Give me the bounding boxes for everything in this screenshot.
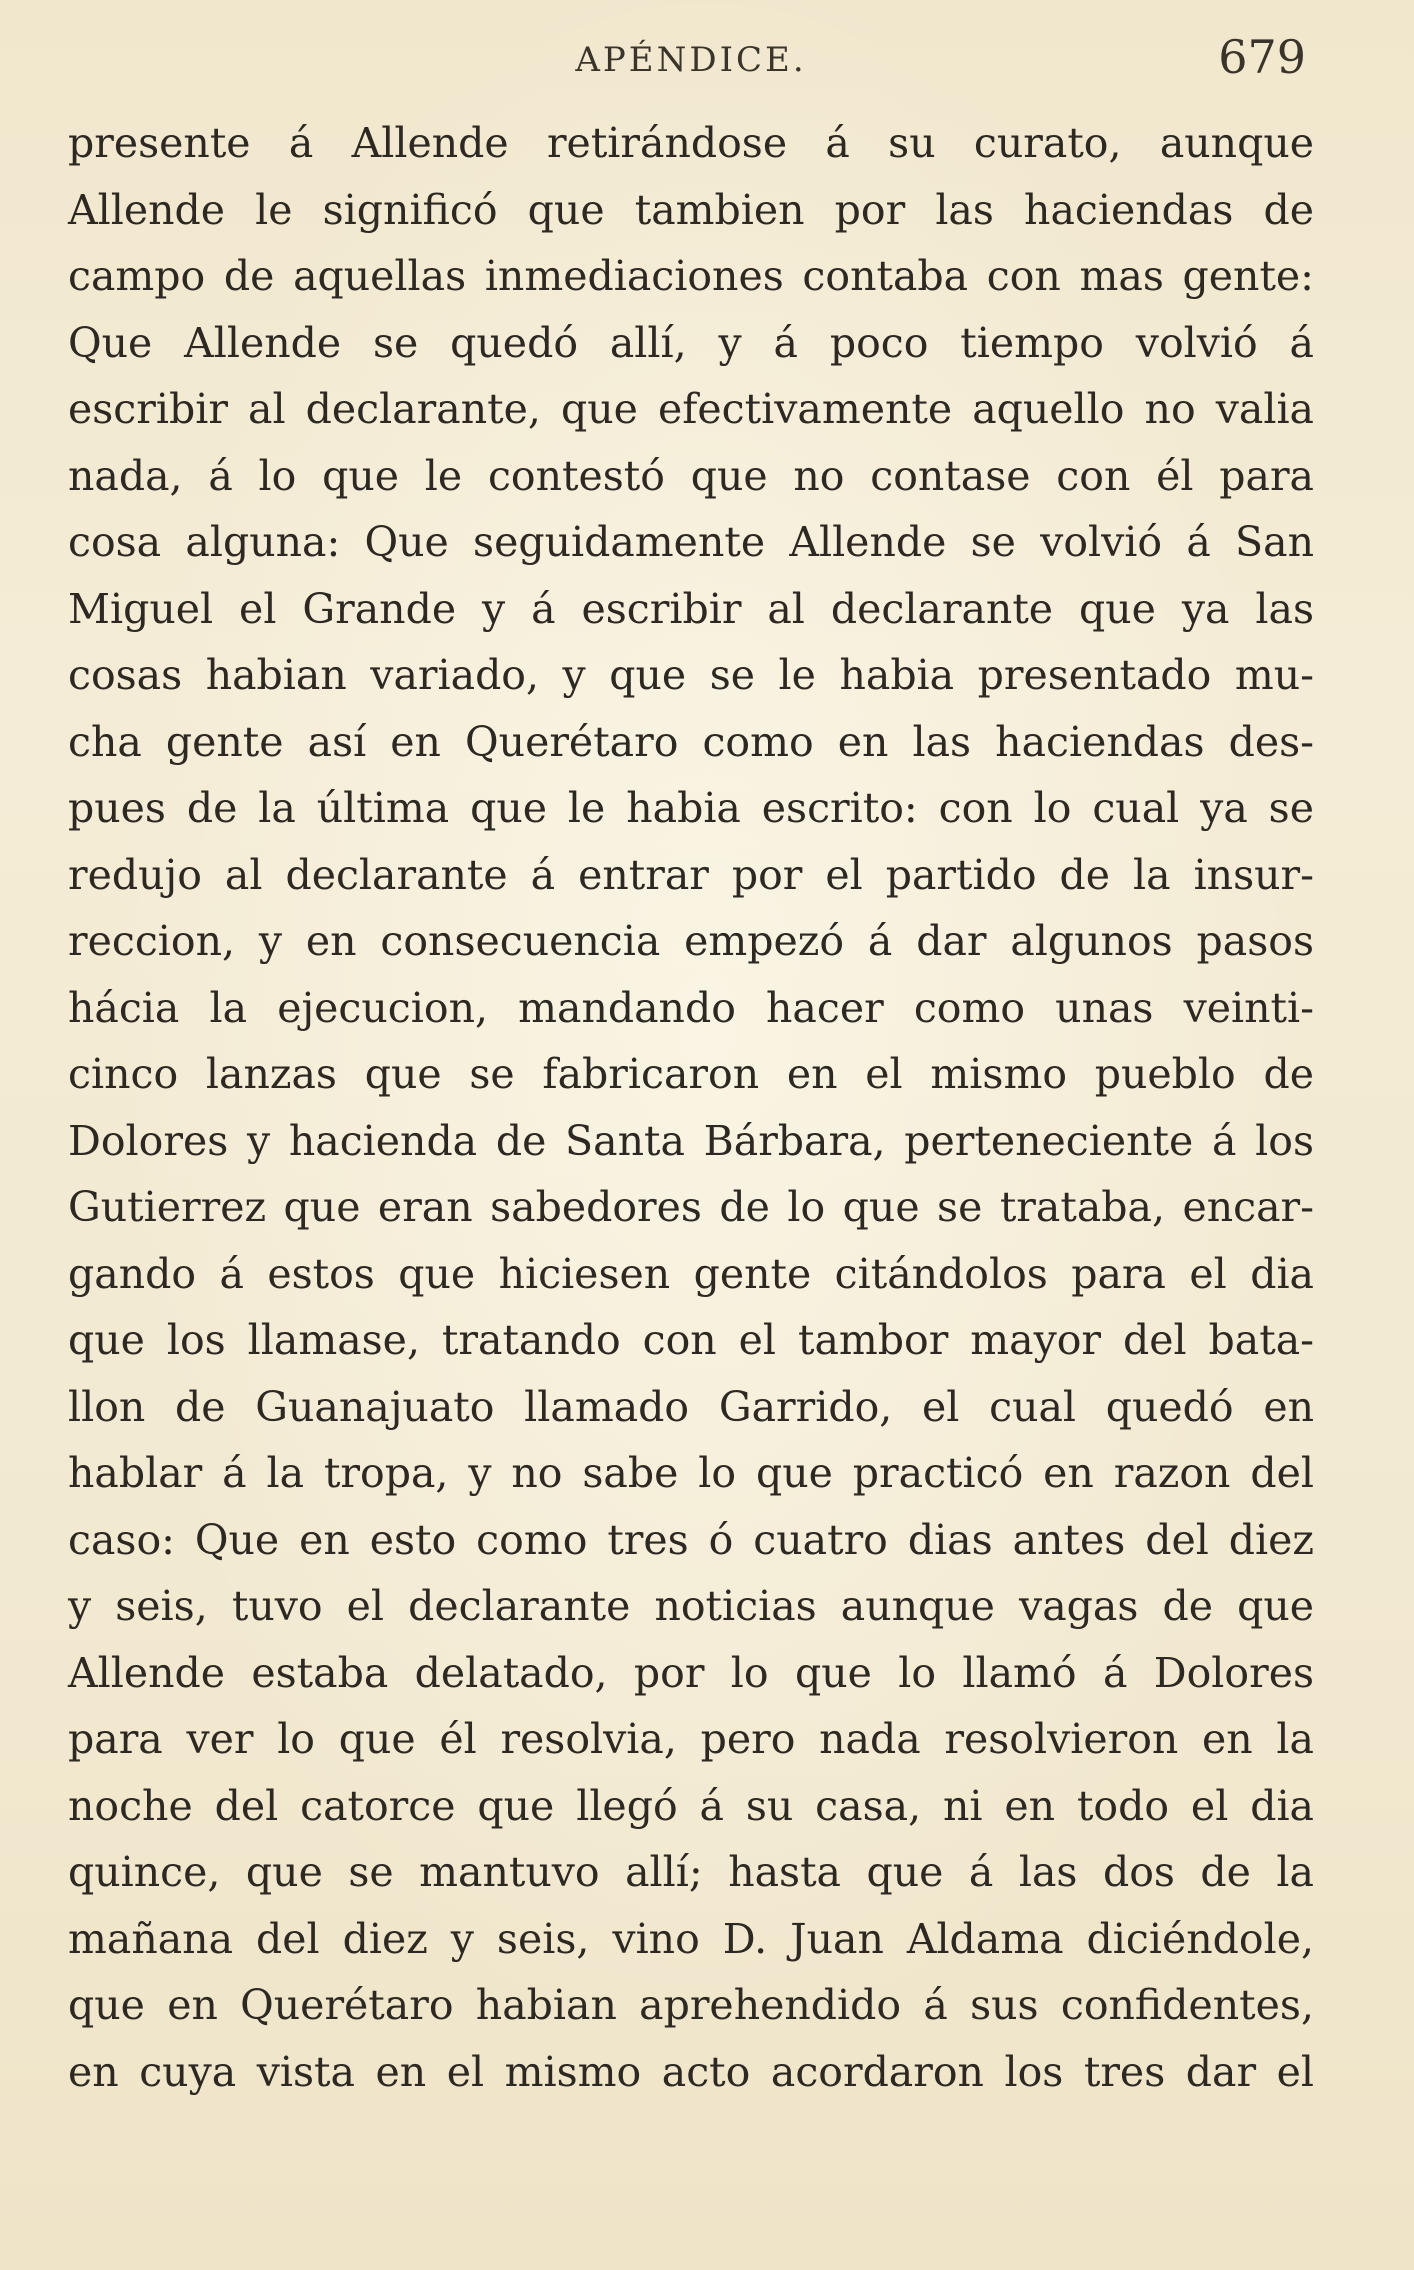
text-line: cosa alguna: Que seguidamente Allende se volvió á San	[68, 518, 1314, 566]
text-line: llon de Guanajuato llamado Garrido, el cual quedó en	[68, 1382, 1314, 1431]
text-line: Miguel el Grande y á escribir al declarante que ya las	[68, 584, 1314, 633]
text-line: Allende le significó que tambien por las haciendas de	[68, 185, 1314, 234]
text-line: y seis, tuvo el declarante noticias aunque vagas de que	[68, 1582, 1314, 1630]
text-line: nada, á lo que le contestó que no contase con él para	[68, 451, 1314, 500]
text-line: quince, que se mantuvo allí; hasta que á las dos de la	[68, 1848, 1314, 1896]
text-line: mañana del diez y seis, vino D. Juan Aldama diciéndole,	[68, 1914, 1314, 1963]
text-line: presente á Allende retirándose á su curato, aunque	[68, 119, 1314, 167]
running-head: APÉNDICE.	[575, 40, 807, 80]
text-line: Dolores y hacienda de Santa Bárbara, perteneciente á los	[68, 1116, 1314, 1165]
text-line: pues de la última que le habia escrito: con lo cual ya se	[68, 784, 1314, 832]
text-line: Gutierrez que eran sabedores de lo que se trataba, encar-	[68, 1183, 1314, 1231]
body-text	[68, 110, 1314, 2105]
text-line: en cuya vista en el mismo acto acordaron los tres dar el	[68, 2047, 1314, 2096]
text-line: cosas habian variado, y que se le habia presentado mu-	[68, 651, 1314, 699]
text-line: campo de aquellas inmediaciones contaba con mas gente:	[68, 252, 1314, 300]
text-line: Que Allende se quedó allí, y á poco tiempo volvió á	[68, 318, 1314, 367]
text-line: caso: Que en esto como tres ó cuatro dias antes del diez	[68, 1515, 1314, 1564]
text-line: que los llamase, tratando con el tambor mayor del bata-	[68, 1316, 1314, 1364]
text-line: para ver lo que él resolvia, pero nada resolvieron en la	[68, 1715, 1314, 1763]
text-line: redujo al declarante á entrar por el partido de la insur-	[68, 850, 1314, 899]
page-number: 679	[1218, 30, 1306, 84]
text-line: hácia la ejecucion, mandando hacer como unas veinti-	[68, 983, 1314, 1032]
text-line: reccion, y en consecuencia empezó á dar algunos pasos	[68, 917, 1314, 965]
text-line: cha gente así en Querétaro como en las haciendas des-	[68, 717, 1314, 766]
text-line: escribir al declarante, que efectivamente aquello no valia	[68, 385, 1314, 433]
text-line: noche del catorce que llegó á su casa, ni en todo el dia	[68, 1781, 1314, 1830]
text-line: cinco lanzas que se fabricaron en el mismo pueblo de	[68, 1050, 1314, 1098]
text-line: Allende estaba delatado, por lo que lo llamó á Dolores	[68, 1648, 1314, 1697]
text-line: hablar á la tropa, y no sabe lo que practicó en razon del	[68, 1449, 1314, 1497]
page-header	[68, 28, 1314, 88]
text-line: que en Querétaro habian aprehendido á sus confidentes,	[68, 1981, 1314, 2029]
text-line: gando á estos que hiciesen gente citándolos para el dia	[68, 1249, 1314, 1298]
